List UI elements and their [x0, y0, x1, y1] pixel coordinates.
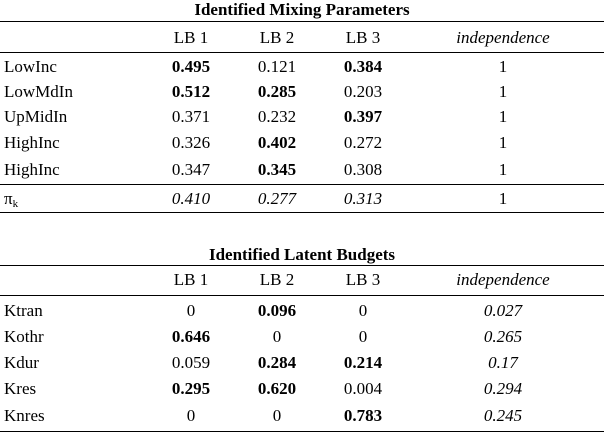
table-row	[0, 55, 604, 79]
cell-independence: 0.294	[483, 379, 523, 398]
pi-subscript: k	[12, 198, 19, 210]
row-label: Ktran	[4, 301, 43, 320]
table-row	[0, 80, 604, 104]
cell-lb1: 0	[186, 406, 196, 425]
cell-lb1: 0	[186, 301, 196, 320]
pi-row	[0, 187, 604, 211]
cell-independence: 1	[498, 57, 508, 76]
cell-lb3: 0	[358, 327, 368, 346]
budgets-header-lb2: LB 2	[259, 270, 295, 289]
cell-lb1: 0.059	[171, 353, 211, 372]
mixing-header-row	[0, 26, 604, 50]
cell-lb3: 0.397	[343, 107, 383, 126]
cell-lb2: 0	[272, 327, 282, 346]
cell-lb1: 0.410	[171, 189, 211, 208]
row-label: Knres	[4, 406, 45, 425]
cell-lb3: 0.783	[343, 406, 383, 425]
cell-lb2: 0.277	[257, 189, 297, 208]
cell-lb1: 0.371	[171, 107, 211, 126]
cell-lb1: 0.295	[171, 379, 211, 398]
cell-lb3: 0.384	[343, 57, 383, 76]
cell-independence: 1	[498, 107, 508, 126]
cell-lb2: 0.232	[257, 107, 297, 126]
cell-lb2: 0.284	[257, 353, 297, 372]
table-row	[0, 299, 604, 323]
cell-lb1: 0.512	[171, 82, 211, 101]
cell-lb3: 0.308	[343, 160, 383, 179]
row-label: LowInc	[4, 57, 57, 76]
cell-lb2: 0.096	[257, 301, 297, 320]
cell-lb2: 0.121	[257, 57, 297, 76]
row-label: UpMidIn	[4, 107, 68, 126]
cell-lb3: 0.313	[343, 189, 383, 208]
budgets-table-title: Identified Latent Budgets	[208, 245, 396, 264]
row-label: HighInc	[4, 160, 60, 179]
cell-lb3: 0.214	[343, 353, 383, 372]
mixing-pi-rule	[0, 184, 604, 185]
mixing-bottom-rule	[0, 212, 604, 213]
mixing-header-independence: independence	[456, 28, 550, 47]
cell-independence: 1	[498, 133, 508, 152]
pi-symbol	[4, 187, 18, 211]
table-row	[0, 404, 604, 428]
cell-lb1: 0.347	[171, 160, 211, 179]
cell-lb1: 0.646	[171, 327, 211, 346]
mixing-header-lb3: LB 3	[345, 28, 381, 47]
cell-lb2: 0.620	[257, 379, 297, 398]
budgets-top-rule	[0, 265, 604, 266]
budgets-header-lb3: LB 3	[345, 270, 381, 289]
cell-lb2: 0.402	[257, 133, 297, 152]
cell-lb2: 0	[272, 406, 282, 425]
cell-independence: 0.265	[483, 327, 523, 346]
table-row	[0, 131, 604, 155]
cell-independence: 0.17	[488, 353, 518, 372]
budgets-bottom-rule	[0, 431, 604, 432]
cell-independence: 1	[498, 160, 508, 179]
cell-independence: 0.245	[483, 406, 523, 425]
cell-lb1: 0.326	[171, 133, 211, 152]
cell-lb3: 0	[358, 301, 368, 320]
cell-independence: 0.027	[483, 301, 523, 320]
cell-lb3: 0.004	[343, 379, 383, 398]
budgets-header-independence: independence	[456, 270, 550, 289]
cell-independence: 1	[498, 82, 508, 101]
budgets-header-lb1: LB 1	[173, 270, 209, 289]
table-row	[0, 351, 604, 375]
cell-independence: 1	[498, 189, 508, 208]
table-row	[0, 377, 604, 401]
table-row	[0, 105, 604, 129]
row-label: Kothr	[4, 327, 44, 346]
row-label: LowMdIn	[4, 82, 73, 101]
mixing-table-title: Identified Mixing Parameters	[194, 0, 410, 19]
budgets-header-rule	[0, 295, 604, 296]
cell-lb2: 0.285	[257, 82, 297, 101]
mixing-header-lb2: LB 2	[259, 28, 295, 47]
cell-lb1: 0.495	[171, 57, 211, 76]
mixing-top-rule	[0, 21, 604, 22]
cell-lb3: 0.203	[343, 82, 383, 101]
budgets-header-row	[0, 268, 604, 292]
table-row	[0, 325, 604, 349]
cell-lb2: 0.345	[257, 160, 297, 179]
row-label: HighInc	[4, 133, 60, 152]
row-label: Kdur	[4, 353, 39, 372]
cell-lb3: 0.272	[343, 133, 383, 152]
table-row	[0, 158, 604, 182]
mixing-header-lb1: LB 1	[173, 28, 209, 47]
mixing-header-rule	[0, 52, 604, 53]
pi-letter: π	[4, 189, 13, 208]
row-label: Kres	[4, 379, 37, 398]
